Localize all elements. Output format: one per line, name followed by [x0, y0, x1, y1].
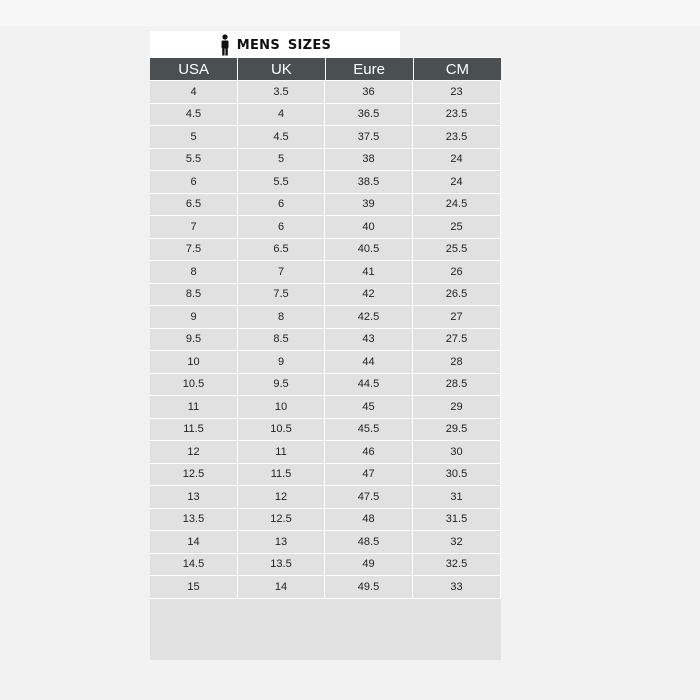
table-row — [150, 441, 501, 464]
table-row — [150, 351, 501, 374]
cell-uk: 12 — [238, 486, 325, 508]
table-row — [150, 284, 501, 307]
cell-uk: 11 — [238, 441, 325, 463]
header-cm: CM — [414, 58, 501, 80]
cell-eure: 44.5 — [325, 374, 413, 396]
cell-eure: 38.5 — [325, 171, 413, 193]
table-header-row — [150, 57, 501, 81]
cell-cm: 30.5 — [413, 464, 501, 486]
table-row — [150, 171, 501, 194]
cell-uk: 13.5 — [238, 554, 325, 576]
cell-cm: 24 — [413, 171, 501, 193]
cell-usa: 6 — [150, 171, 238, 193]
table-row — [150, 261, 501, 284]
cell-usa: 8 — [150, 261, 238, 283]
cell-usa: 11 — [150, 396, 238, 418]
cell-usa: 15 — [150, 576, 238, 598]
cell-eure: 36 — [325, 81, 413, 103]
cell-uk: 4.5 — [238, 126, 325, 148]
cell-usa: 11.5 — [150, 419, 238, 441]
person-icon — [219, 34, 231, 56]
header-eure: Eure — [326, 58, 413, 80]
cell-uk: 10 — [238, 396, 325, 418]
top-strip — [0, 0, 700, 26]
cell-usa: 5 — [150, 126, 238, 148]
table-row — [150, 149, 501, 172]
cell-cm: 24 — [413, 149, 501, 171]
cell-uk: 13 — [238, 531, 325, 553]
cell-uk: 6 — [238, 216, 325, 238]
cell-eure: 45.5 — [325, 419, 413, 441]
table-row — [150, 81, 501, 104]
table-row — [150, 464, 501, 487]
cell-cm: 28 — [413, 351, 501, 373]
cell-eure: 47.5 — [325, 486, 413, 508]
cell-eure: 37.5 — [325, 126, 413, 148]
cell-uk: 14 — [238, 576, 325, 598]
table-row — [150, 509, 501, 532]
cell-uk: 5.5 — [238, 171, 325, 193]
cell-usa: 4.5 — [150, 104, 238, 126]
cell-uk: 6.5 — [238, 239, 325, 261]
cell-uk: 12.5 — [238, 509, 325, 531]
cell-usa: 4 — [150, 81, 238, 103]
cell-usa: 12.5 — [150, 464, 238, 486]
cell-usa: 10 — [150, 351, 238, 373]
cell-eure: 41 — [325, 261, 413, 283]
table-row — [150, 396, 501, 419]
cell-usa: 12 — [150, 441, 238, 463]
cell-usa: 6.5 — [150, 194, 238, 216]
cell-cm: 26.5 — [413, 284, 501, 306]
cell-eure: 48.5 — [325, 531, 413, 553]
table-row — [150, 531, 501, 554]
table-row — [150, 554, 501, 577]
cell-uk: 10.5 — [238, 419, 325, 441]
cell-eure: 40 — [325, 216, 413, 238]
chart-title — [150, 31, 400, 59]
cell-cm: 30 — [413, 441, 501, 463]
cell-uk: 9 — [238, 351, 325, 373]
cell-eure: 46 — [325, 441, 413, 463]
cell-cm: 24.5 — [413, 194, 501, 216]
cell-uk: 5 — [238, 149, 325, 171]
cell-usa: 9.5 — [150, 329, 238, 351]
header-usa: USA — [150, 58, 237, 80]
cell-uk: 8.5 — [238, 329, 325, 351]
cell-eure: 49 — [325, 554, 413, 576]
table-row — [150, 216, 501, 239]
cell-cm: 29.5 — [413, 419, 501, 441]
cell-cm: 28.5 — [413, 374, 501, 396]
cell-uk: 4 — [238, 104, 325, 126]
cell-usa: 7 — [150, 216, 238, 238]
cell-eure: 49.5 — [325, 576, 413, 598]
cell-usa: 7.5 — [150, 239, 238, 261]
cell-usa: 13 — [150, 486, 238, 508]
table-row — [150, 194, 501, 217]
cell-eure: 45 — [325, 396, 413, 418]
cell-cm: 25.5 — [413, 239, 501, 261]
cell-cm: 29 — [413, 396, 501, 418]
cell-usa: 9 — [150, 306, 238, 328]
table-body — [150, 81, 501, 599]
cell-uk: 7.5 — [238, 284, 325, 306]
cell-usa: 8.5 — [150, 284, 238, 306]
cell-cm: 31 — [413, 486, 501, 508]
table-row — [150, 374, 501, 397]
cell-cm: 31.5 — [413, 509, 501, 531]
cell-uk: 11.5 — [238, 464, 325, 486]
cell-usa: 14.5 — [150, 554, 238, 576]
table-row — [150, 239, 501, 262]
table-footer-blank — [150, 602, 501, 660]
cell-usa: 5.5 — [150, 149, 238, 171]
cell-eure: 47 — [325, 464, 413, 486]
table-row — [150, 419, 501, 442]
cell-cm: 27.5 — [413, 329, 501, 351]
cell-cm: 26 — [413, 261, 501, 283]
cell-uk: 7 — [238, 261, 325, 283]
cell-usa: 10.5 — [150, 374, 238, 396]
title-text: MENS SIZES — [236, 37, 332, 53]
cell-usa: 14 — [150, 531, 238, 553]
table-row — [150, 104, 501, 127]
table-row — [150, 576, 501, 599]
table-row — [150, 126, 501, 149]
table-row — [150, 486, 501, 509]
cell-uk: 9.5 — [238, 374, 325, 396]
cell-eure: 42.5 — [325, 306, 413, 328]
cell-eure: 42 — [325, 284, 413, 306]
cell-cm: 23.5 — [413, 104, 501, 126]
size-chart-table — [150, 57, 501, 660]
cell-cm: 23.5 — [413, 126, 501, 148]
header-uk: UK — [238, 58, 324, 80]
cell-eure: 48 — [325, 509, 413, 531]
table-row — [150, 329, 501, 352]
table-row — [150, 306, 501, 329]
cell-uk: 8 — [238, 306, 325, 328]
cell-cm: 32 — [413, 531, 501, 553]
cell-uk: 3.5 — [238, 81, 325, 103]
cell-cm: 32.5 — [413, 554, 501, 576]
cell-eure: 40.5 — [325, 239, 413, 261]
cell-cm: 33 — [413, 576, 501, 598]
cell-eure: 44 — [325, 351, 413, 373]
cell-eure: 43 — [325, 329, 413, 351]
cell-usa: 13.5 — [150, 509, 238, 531]
cell-uk: 6 — [238, 194, 325, 216]
cell-eure: 39 — [325, 194, 413, 216]
cell-cm: 25 — [413, 216, 501, 238]
cell-eure: 36.5 — [325, 104, 413, 126]
cell-cm: 23 — [413, 81, 501, 103]
cell-eure: 38 — [325, 149, 413, 171]
cell-cm: 27 — [413, 306, 501, 328]
